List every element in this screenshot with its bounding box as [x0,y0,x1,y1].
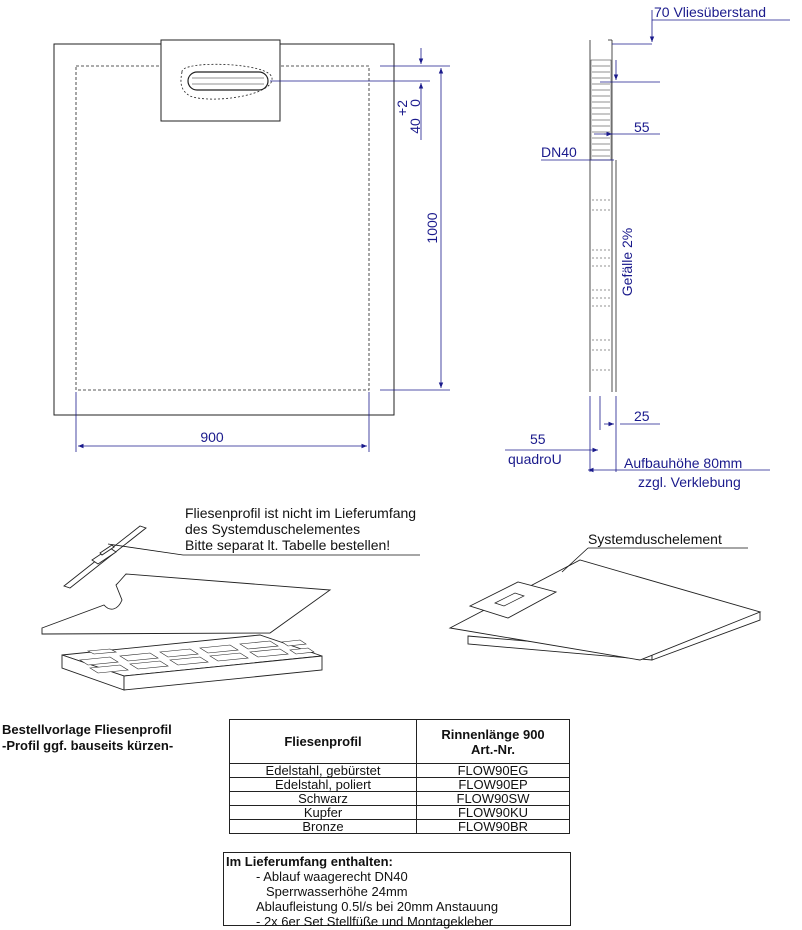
scope-line: - 2x 6er Set Stellfüße und Montagekleber [256,914,494,929]
slope-label: Gefälle 2% [619,227,635,297]
scope-line: Ablaufleistung 0.5l/s bei 20mm Anstauung [256,899,499,914]
col-length-header-line1: Rinnenlänge 900 [441,726,545,742]
scope-of-delivery-box [223,852,571,929]
section-dimensions [505,10,790,472]
profile-cell: Schwarz [230,792,417,806]
dim-drain-plus2: +2 [394,100,410,116]
table-row [230,792,570,806]
plus-glue-label: zzgl. Verklebung [638,474,741,490]
scope-line: Sperrwasserhöhe 24mm [266,884,408,899]
col-length-header-line2: Art.-Nr. [470,741,516,757]
profile-cell: Edelstahl, gebürstet [230,764,417,778]
order-title-line1: Bestellvorlage Fliesenprofil [2,722,172,737]
art-no-cell: FLOW90SW [417,792,570,806]
fleece-label: 70 Vliesüberstand [654,4,767,20]
scope-line: - Ablauf waagerecht DN40 [256,869,408,884]
art-no-cell: FLOW90EG [417,764,570,778]
drain-cover [161,40,280,121]
profile-cell: Bronze [230,820,417,834]
scope-heading: Im Lieferumfang enthalten: [226,854,393,869]
plan-view [54,40,394,415]
order-title [2,722,173,754]
table-row [230,778,570,792]
profile-note-line2: des Systemduschelementes [185,521,361,537]
art-no-cell: FLOW90EP [417,778,570,792]
quadro-label: quadroU [508,451,562,467]
system-board [42,574,330,634]
quadro-size-label: 55 [530,431,546,447]
profile-cell: Edelstahl, poliert [230,778,417,792]
art-no-cell: FLOW90BR [417,820,570,834]
col-profile-header: Fliesenprofil [230,720,417,764]
dim-drain-40: 40 [407,118,423,134]
order-header-row [230,720,570,764]
build-height-label: Aufbauhöhe 80mm [624,455,743,471]
order-title-line2: -Profil ggf. bauseits kürzen- [2,738,174,753]
section-view [590,40,616,392]
assembled-view [450,560,760,660]
table-row [230,820,570,834]
profile-note-line3: Bitte separat lt. Tabelle bestellen! [185,537,391,553]
profile-cell: Kupfer [230,806,417,820]
col-length-header [417,720,570,764]
dim-drain-zero: 0 [407,99,423,107]
art-no-cell: FLOW90KU [417,806,570,820]
drain-size-label: 55 [634,119,650,135]
drain-dn-label: DN40 [541,144,577,160]
dim-length-label: 1000 [424,212,440,244]
edge-right-label: 25 [634,408,650,424]
dim-width-label: 900 [200,429,224,445]
table-row [230,764,570,778]
profile-note-line1: Fliesenprofil ist nicht im Lieferumfang [185,505,417,521]
system-element-label: Systemduschelement [588,531,722,547]
table-row [230,806,570,820]
order-table [229,719,570,834]
